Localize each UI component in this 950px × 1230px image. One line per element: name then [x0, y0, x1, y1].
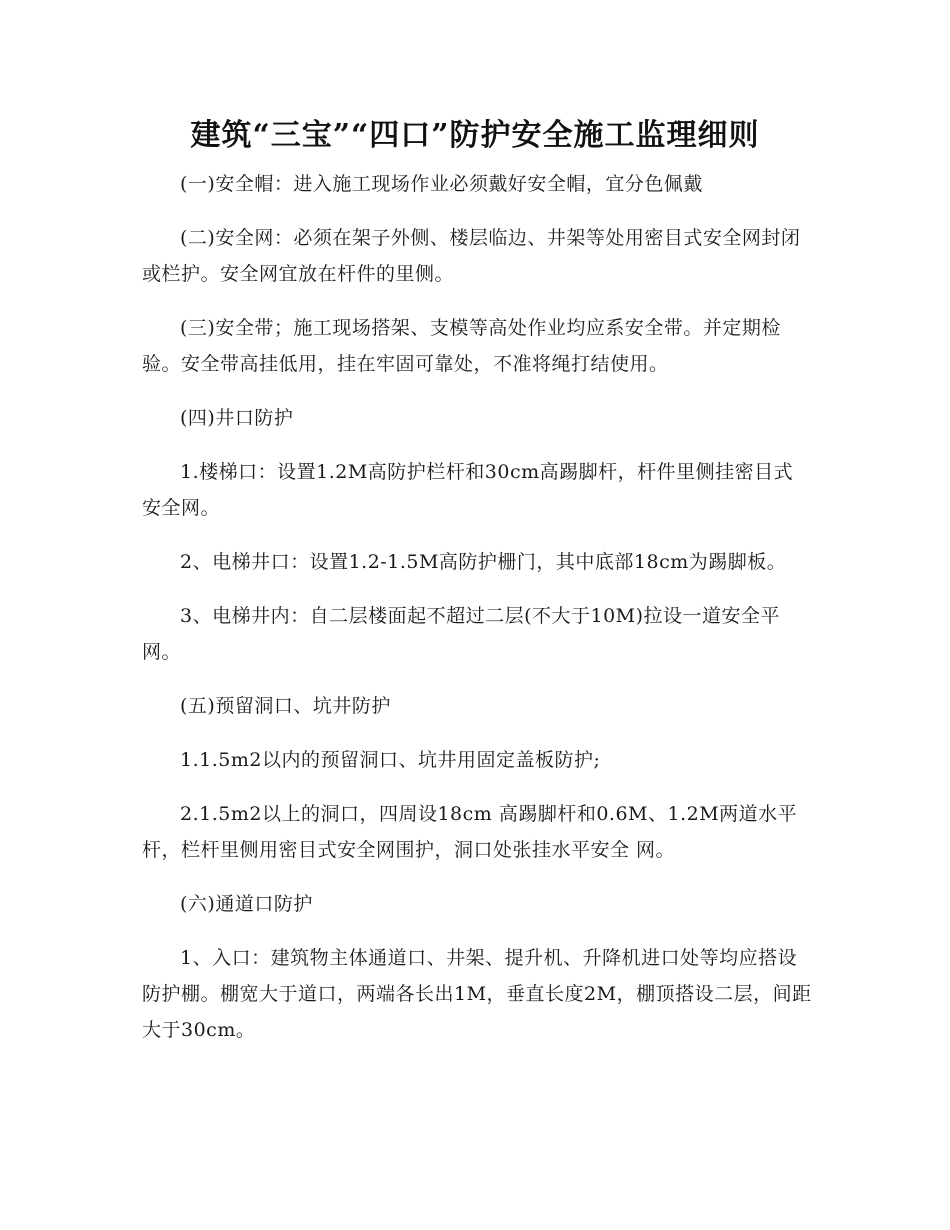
- paragraph-helmet: (一)安全帽：进入施工现场作业必须戴好安全帽，宜分色佩戴: [180, 173, 703, 195]
- document-body: [142, 166, 812, 1066]
- paragraph-small-hole: 1.1.5m2以内的预留洞口、坑井用固定盖板防护;: [180, 749, 601, 771]
- paragraph-elevator-shaft-opening: 2、电梯井口：设置1.2-1.5M高防护栅门，其中底部18cm为踢脚板。: [180, 551, 787, 573]
- paragraph-elevator-shaft-inside: 3、电梯井内：自二层楼面起不超过二层(不大于10M)拉设一道安全平网。: [142, 605, 781, 663]
- paragraph-passage-heading: (六)通道口防护: [180, 893, 313, 915]
- paragraph-entrance: 1、入口：建筑物主体通道口、井架、提升机、升降机进口处等均应搭设防护棚。棚宽大于道口，两端各长出1M，垂直长度2M，棚顶搭设二层，间距大于30cm。: [142, 947, 812, 1041]
- paragraph-large-hole: 2.1.5m2以上的洞口，四周设18cm 高踢脚杆和0.6M、1.2M两道水平杆，栏杆里侧用密目式安全网围护，洞口处张挂水平安全 网。: [142, 803, 798, 861]
- paragraph-stairwell: 1.楼梯口：设置1.2M高防护栏杆和30cm高踢脚杆，杆件里侧挂密目式安全网。: [142, 461, 794, 519]
- paragraph-well-opening-heading: (四)井口防护: [180, 407, 294, 429]
- paragraph-safety-net: (二)安全网：必须在架子外侧、楼层临边、井架等处用密目式安全网封闭或栏护。安全网宜放在杆件的里侧。: [142, 227, 801, 285]
- paragraph-reserved-hole-heading: (五)预留洞口、坑井防护: [180, 695, 391, 717]
- document-title: 建筑“三宝”“四口”防护安全施工监理细则: [190, 118, 760, 153]
- paragraph-safety-belt: (三)安全带；施工现场搭架、支模等高处作业均应系安全带。并定期检验。安全带高挂低用，挂在牢固可靠处，不准将绳打结使用。: [142, 317, 781, 375]
